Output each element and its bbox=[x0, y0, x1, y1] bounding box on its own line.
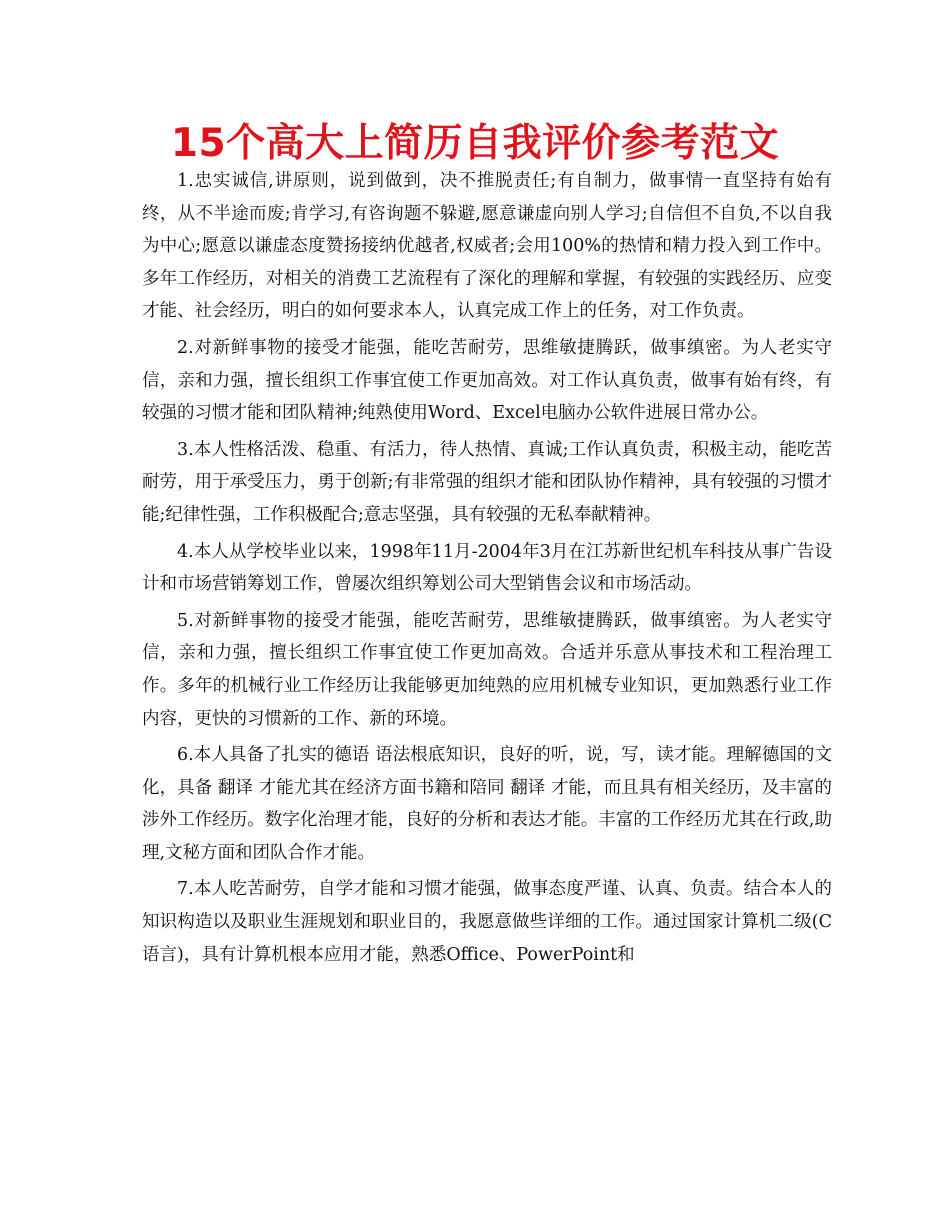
paragraph-5: 5.对新鲜事物的接受才能强，能吃苦耐劳，思维敏捷腾跃，做事缜密。为人老实守信，亲和力强，擅长组织工作事宜使工作更加高效。合适并乐意从事技术和工程治理工作。多年的机械行业工作经历让我能够更加纯熟的应用机械专业知识，更加熟悉行业工作内容，更快的习惯新的工作、新的环境。 bbox=[142, 610, 832, 729]
paragraph-2: 2.对新鲜事物的接受才能强，能吃苦耐劳，思维敏捷腾跃，做事缜密。为人老实守信，亲和力强，擅长组织工作事宜使工作更加高效。对工作认真负责，做事有始有终，有较强的习惯才能和团队精神;纯熟使用Word、Excel电脑办公软件进展日常办公。 bbox=[142, 337, 832, 424]
paragraph-7: 7.本人吃苦耐劳，自学才能和习惯才能强，做事态度严谨、认真、负责。结合本人的知识构造以及职业生涯规划和职业目的，我愿意做些详细的工作。通过国家计算机二级(C语言)，具有计算机根本应用才能，熟悉Office、PowerPoint和 bbox=[142, 879, 832, 965]
document-title: 15个高大上简历自我评价参考范文 bbox=[170, 121, 780, 166]
paragraph-1: 1.忠实诚信,讲原则，说到做到，决不推脱责任;有自制力，做事情一直坚持有始有终，从不半途而废;肯学习,有咨询题不躲避,愿意谦虚向别人学习;自信但不自负,不以自我为中心;愿意以谦虚态度赞扬接纳优越者,权威者;会用100%的热情和精力投入到工作中。多年工作经历，对相关的消费工艺流程有了深化的理解和掌握，有较强的实践经历、应变才能、社会经历，明白的如何要求本人，认真完成工作上的任务，对工作负责。 bbox=[142, 171, 832, 322]
document-body bbox=[142, 165, 832, 975]
paragraph-3: 3.本人性格活泼、稳重、有活力，待人热情、真诚;工作认真负责，积极主动，能吃苦耐劳，用于承受压力，勇于创新;有非常强的组织才能和团队协作精神，具有较强的习惯才能;纪律性强，工作积极配合;意志坚强，具有较强的无私奉献精神。 bbox=[142, 439, 832, 525]
paragraph-4: 4.本人从学校毕业以来，1998年11月-2004年3月在江苏新世纪机车科技从事广告设计和市场营销筹划工作，曾屡次组织筹划公司大型销售会议和市场活动。 bbox=[142, 541, 832, 595]
paragraph-6: 6.本人具备了扎实的德语 语法根底知识，良好的听，说，写，读才能。理解德国的文化，具备 翻译 才能尤其在经济方面书籍和陪同 翻译 才能，而且具有相关经历，及丰富的涉外工作经历。数字化治理才能，良好的分析和表达才能。丰富的工作经历尤其在行政,助理,文秘方面和团队合作才能。 bbox=[142, 745, 832, 863]
